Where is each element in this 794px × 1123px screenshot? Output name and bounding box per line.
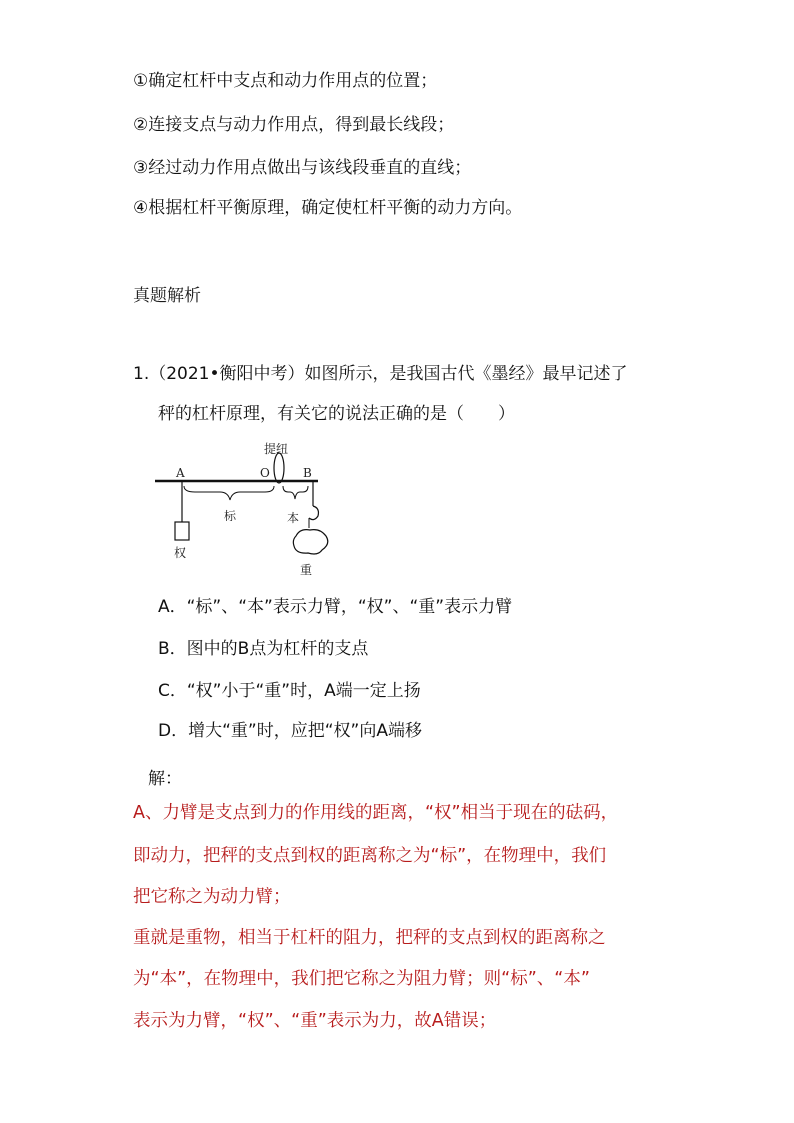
brace-biao [184, 486, 274, 500]
option-b: B．图中的B点为杠杆的支点 [158, 639, 369, 659]
solution-line-4: 重就是重物，相当于杠杆的阻力，把秤的支点到权的距离称之 [133, 928, 606, 948]
section-title: 真题解析 [133, 286, 201, 306]
label-ben: 本 [287, 511, 300, 525]
step-3: ③经过动力作用点做出与该线段垂直的直线； [133, 158, 472, 178]
solution-line-2: 即动力，把秤的支点到权的距离称之为“标”，在物理中，我们 [133, 846, 607, 866]
weight-box [175, 522, 189, 540]
solution-label: 解： [148, 769, 182, 789]
lifting-loop [274, 453, 284, 483]
heavy-object [293, 530, 327, 554]
step-1: ①确定杠杆中支点和动力作用点的位置； [133, 71, 438, 91]
solution-line-1: A、力臂是支点到力的作用线的距离，“权”相当于现在的砝码， [133, 803, 619, 823]
label-zhong: 重 [300, 563, 313, 577]
solution-line-6: 表示为力臂，“权”、“重”表示为力，故A错误； [133, 1011, 497, 1031]
label-b: B [303, 466, 312, 480]
label-a: A [176, 466, 185, 480]
option-c: C．“权”小于“重”时，A端一定上扬 [158, 681, 421, 701]
step-4: ④根据杠杆平衡原理，确定使杠杆平衡的动力方向。 [133, 198, 523, 218]
label-quan: 权 [174, 546, 187, 560]
label-tiniu: 提纽 [264, 442, 289, 456]
label-o: O [260, 466, 270, 480]
option-d: D．增大“重”时，应把“权”向A端移 [158, 721, 422, 741]
option-a: A．“标”、“本”表示力臂，“权”、“重”表示力臂 [158, 597, 513, 617]
label-biao: 标 [224, 509, 237, 523]
step-2: ②连接支点与动力作用点，得到最长线段； [133, 115, 455, 135]
hook [309, 506, 318, 520]
question-line-2: 秤的杠杆原理，有关它的说法正确的是（ ） [158, 404, 515, 424]
solution-line-3: 把它称之为动力臂； [133, 887, 291, 907]
solution-line-5: 为“本”，在物理中，我们把它称之为阻力臂；则“标”、“本” [133, 969, 590, 989]
steelyard-figure [150, 436, 330, 582]
brace-ben [283, 486, 308, 499]
question-line-1: 1.（2021•衡阳中考）如图所示，是我国古代《墨经》最早记述了 [133, 364, 628, 384]
